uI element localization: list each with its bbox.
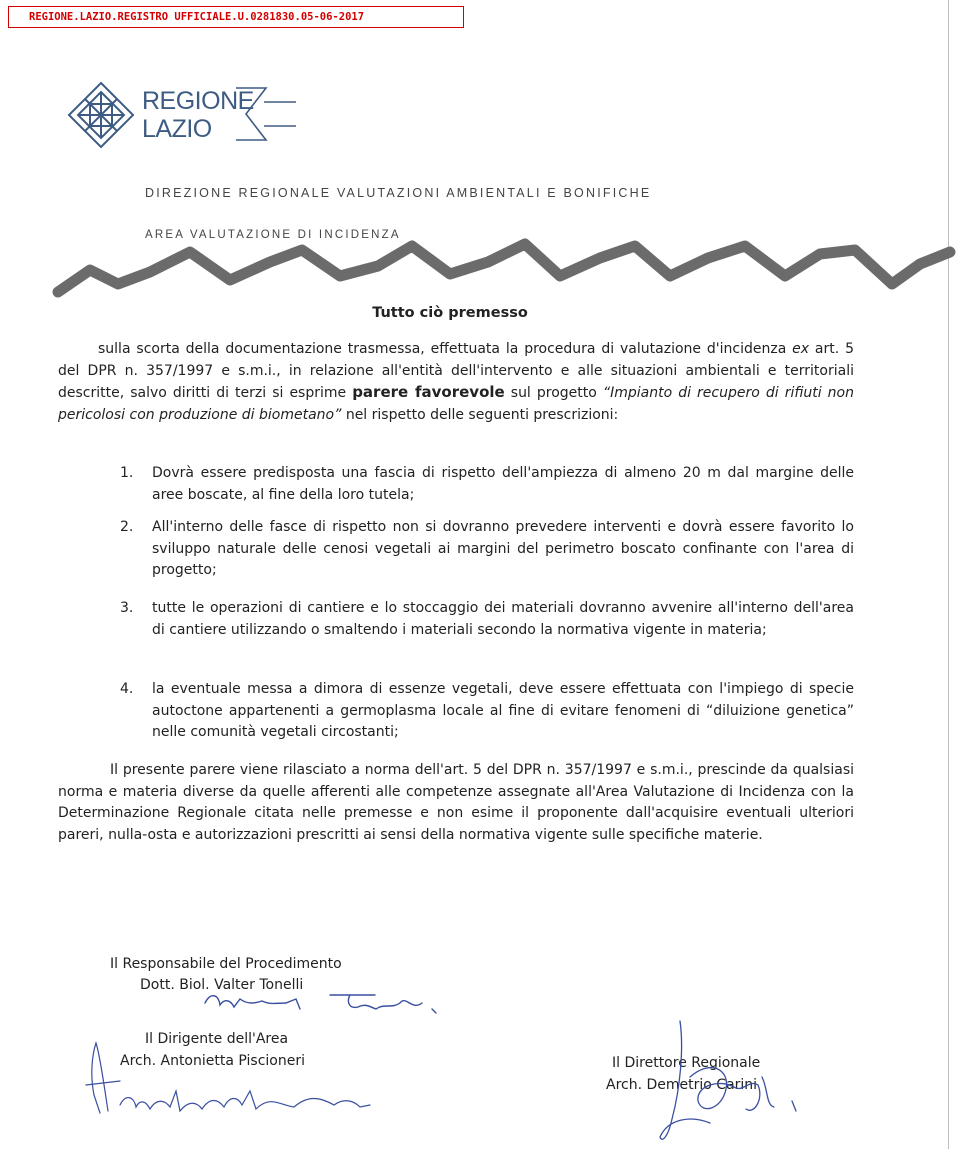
intro-text-4: nel rispetto delle seguenti prescrizioni:: [341, 406, 619, 423]
prescrizione-4: [115, 679, 854, 744]
prescrizione-number: 1.: [120, 465, 134, 481]
closing-paragraph: Il presente parere viene rilasciato a norma dell'art. 5 del DPR n. 357/1997 e s.m.i., prescinde da qualsiasi norma e materia diverse da quelle afferenti alle competenze assegnate all'Area Valutazione di Incidenza con la Determinazione Regionale citata nelle premesse e non esime il proponente dall'acquisire eventuali ulteriori pareri, nulla-osta e autorizzazioni prescritti ai sensi della normativa vigente sulle specifiche materie.: [58, 762, 854, 843]
direzione-heading: DIREZIONE REGIONALE VALUTAZIONI AMBIENTALI E BONIFICHE: [145, 186, 652, 200]
redaction-scribble: [40, 232, 957, 302]
dirigente-role: Il Dirigente dell'Area: [145, 1031, 289, 1047]
direttore-signature: [650, 1019, 810, 1149]
prescrizione-number: 2.: [120, 519, 134, 535]
intro-text-3: sul progetto: [504, 385, 603, 401]
responsabile-name: Dott. Biol. Valter Tonelli: [140, 977, 304, 993]
prescrizione-number: 4.: [120, 681, 134, 697]
prescrizione-number: 3.: [120, 600, 134, 616]
prescrizione-2: [115, 517, 854, 582]
logo-emblem-icon: [66, 80, 136, 150]
dirigente-name: Arch. Antonietta Piscioneri: [120, 1053, 305, 1069]
intro-paragraph: [58, 339, 854, 426]
regione-lazio-logo: [66, 80, 316, 150]
logo-line-regione: REGIONE: [142, 87, 254, 115]
logo-chevron-icon: [236, 80, 316, 150]
responsabile-signature: [200, 985, 460, 1025]
section-title: Tutto ciò premesso: [372, 305, 528, 321]
logo-line-lazio: LAZIO: [142, 115, 212, 143]
intro-text-1: sulla scorta della documentazione trasmessa, effettuata la procedura di valutazione d'incidenza: [98, 341, 793, 357]
protocol-stamp: REGIONE.LAZIO.REGISTRO UFFICIALE.U.0281830.05-06-2017: [8, 6, 464, 28]
page-edge: [948, 0, 949, 1149]
dirigente-signature: [80, 1035, 400, 1115]
area-heading: AREA VALUTAZIONE DI INCIDENZA: [145, 229, 401, 241]
responsabile-role: Il Responsabile del Procedimento: [110, 956, 342, 972]
direttore-role: Il Direttore Regionale: [612, 1055, 761, 1071]
prescrizione-text: la eventuale messa a dimora di essenze vegetali, deve essere effettuata con l'impiego di specie autoctone appartenenti a germoplasma locale al fine di evitare fenomeni di “diluizione genetica” nelle comunità vegetali circostanti;: [152, 681, 854, 740]
intro-text-ex: ex: [792, 341, 810, 357]
parere-favorevole: parere favorevole: [352, 383, 505, 401]
prescrizione-text: All'interno delle fasce di rispetto non si dovranno prevedere interventi e dovrà essere favorito lo sviluppo naturale delle cenosi vegetali ai margini del perimetro boscato confinante con l'area di progetto;: [152, 519, 854, 578]
prescrizione-3: [115, 598, 854, 641]
prescrizione-text: tutte le operazioni di cantiere e lo stoccaggio dei materiali dovranno avvenire all'interno dell'area di cantiere utilizzando o smaltendo i materiali secondo la normativa vigente in materia;: [152, 600, 854, 638]
prescrizione-text: Dovrà essere predisposta una fascia di rispetto dell'ampiezza di almeno 20 m dal margine delle aree boscate, al fine della loro tutela;: [152, 465, 854, 503]
direttore-name: Arch. Demetrio Carini: [606, 1077, 758, 1093]
prescrizione-1: [115, 463, 854, 506]
project-title: “Impianto di recupero di rifiuti non pericolosi con produzione di biometano”: [58, 385, 854, 423]
intro-text-2: art. 5 del DPR n. 357/1997 e s.m.i., in relazione all'entità dell'intervento e alle situazioni ambientali e territoriali descritte, salvo diritti di terzi si esprime: [58, 341, 854, 401]
